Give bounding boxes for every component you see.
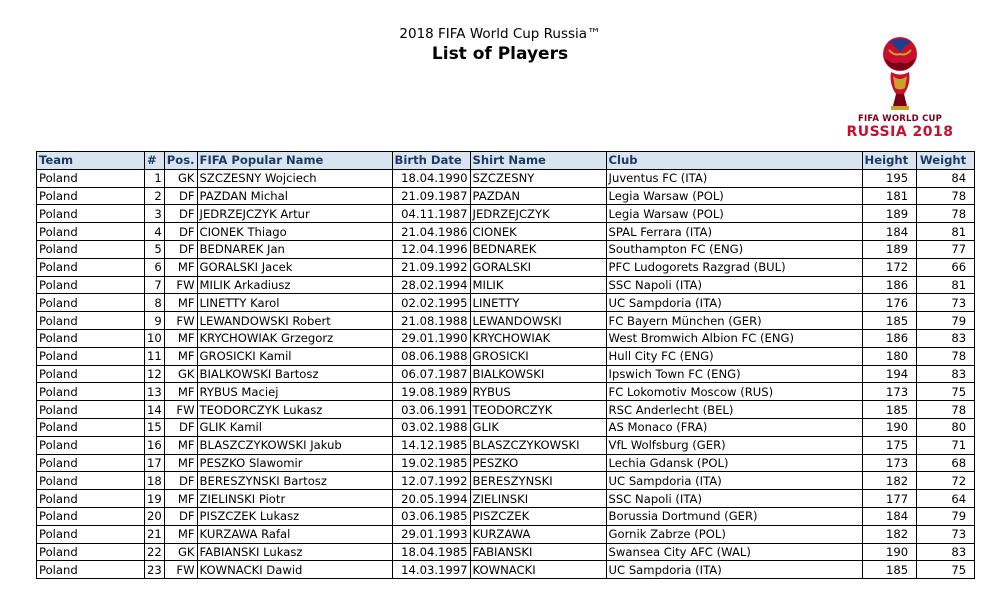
cell-birth-date: 03.06.1985 — [392, 507, 470, 525]
cell-position: FW — [164, 276, 197, 294]
cell-birth-date: 21.08.1988 — [392, 312, 470, 330]
cell-position: MF — [164, 258, 197, 276]
cell-shirt-name: KOWNACKI — [470, 561, 606, 579]
cell-team: Poland — [37, 383, 145, 401]
cell-height: 185 — [862, 561, 917, 579]
cell-number: 23 — [145, 561, 165, 579]
table-row — [37, 525, 975, 543]
cell-fifa-popular-name: CIONEK Thiago — [197, 223, 392, 241]
table-row — [37, 561, 975, 579]
cell-weight: 78 — [917, 347, 975, 365]
table-row — [37, 187, 975, 205]
cell-birth-date: 19.02.1985 — [392, 454, 470, 472]
cell-shirt-name: MILIK — [470, 276, 606, 294]
table-row — [37, 223, 975, 241]
cell-club: Swansea City AFC (WAL) — [606, 543, 862, 561]
table-row — [37, 383, 975, 401]
cell-height: 190 — [862, 418, 917, 436]
cell-position: GK — [164, 365, 197, 383]
column-header-fifa-popular-name: FIFA Popular Name — [197, 152, 392, 170]
cell-height: 190 — [862, 543, 917, 561]
column-header-club: Club — [606, 152, 862, 170]
cell-birth-date: 06.07.1987 — [392, 365, 470, 383]
cell-club: UC Sampdoria (ITA) — [606, 472, 862, 490]
cell-fifa-popular-name: KRYCHOWIAK Grzegorz — [197, 329, 392, 347]
cell-team: Poland — [37, 347, 145, 365]
world-cup-logo — [845, 36, 955, 142]
cell-team: Poland — [37, 205, 145, 223]
table-row — [37, 312, 975, 330]
cell-position: DF — [164, 472, 197, 490]
cell-shirt-name: KRYCHOWIAK — [470, 329, 606, 347]
cell-height: 185 — [862, 312, 917, 330]
cell-number: 17 — [145, 454, 165, 472]
cell-team: Poland — [37, 294, 145, 312]
cell-weight: 73 — [917, 294, 975, 312]
cell-weight: 84 — [917, 169, 975, 187]
cell-team: Poland — [37, 401, 145, 419]
cell-position: MF — [164, 525, 197, 543]
cell-fifa-popular-name: PAZDAN Michal — [197, 187, 392, 205]
cell-club: RSC Anderlecht (BEL) — [606, 401, 862, 419]
table-row — [37, 205, 975, 223]
cell-club: SSC Napoli (ITA) — [606, 276, 862, 294]
cell-team: Poland — [37, 454, 145, 472]
table-row — [37, 294, 975, 312]
cell-weight: 80 — [917, 418, 975, 436]
cell-club: Ipswich Town FC (ENG) — [606, 365, 862, 383]
cell-birth-date: 12.07.1992 — [392, 472, 470, 490]
cell-team: Poland — [37, 561, 145, 579]
cell-shirt-name: BLASZCZYKOWSKI — [470, 436, 606, 454]
cell-fifa-popular-name: JEDRZEJCZYK Artur — [197, 205, 392, 223]
cell-club: UC Sampdoria (ITA) — [606, 561, 862, 579]
cell-weight: 79 — [917, 312, 975, 330]
column-header-number: # — [145, 152, 165, 170]
cell-number: 11 — [145, 347, 165, 365]
table-row — [37, 365, 975, 383]
players-table-body — [37, 169, 975, 578]
cell-birth-date: 14.03.1997 — [392, 561, 470, 579]
cell-number: 15 — [145, 418, 165, 436]
cell-height: 181 — [862, 187, 917, 205]
cell-position: DF — [164, 187, 197, 205]
column-header-shirt-name: Shirt Name — [470, 152, 606, 170]
cell-position: DF — [164, 418, 197, 436]
cell-fifa-popular-name: LEWANDOWSKI Robert — [197, 312, 392, 330]
cell-weight: 71 — [917, 436, 975, 454]
cell-fifa-popular-name: SZCZESNY Wojciech — [197, 169, 392, 187]
cell-birth-date: 28.02.1994 — [392, 276, 470, 294]
cell-height: 180 — [862, 347, 917, 365]
cell-number: 6 — [145, 258, 165, 276]
cell-fifa-popular-name: BIALKOWSKI Bartosz — [197, 365, 392, 383]
cell-team: Poland — [37, 525, 145, 543]
column-header-height: Height — [862, 152, 917, 170]
cell-number: 13 — [145, 383, 165, 401]
cell-birth-date: 18.04.1985 — [392, 543, 470, 561]
cell-shirt-name: CIONEK — [470, 223, 606, 241]
cell-height: 186 — [862, 276, 917, 294]
cell-birth-date: 03.02.1988 — [392, 418, 470, 436]
cell-fifa-popular-name: TEODORCZYK Lukasz — [197, 401, 392, 419]
logo-text-line2: RUSSIA 2018 — [846, 124, 954, 140]
table-row — [37, 240, 975, 258]
players-table — [36, 151, 975, 579]
cell-number: 9 — [145, 312, 165, 330]
cell-club: Legia Warsaw (POL) — [606, 187, 862, 205]
cell-weight: 79 — [917, 507, 975, 525]
cell-team: Poland — [37, 329, 145, 347]
cell-weight: 83 — [917, 365, 975, 383]
cell-team: Poland — [37, 543, 145, 561]
cell-team: Poland — [37, 312, 145, 330]
cell-club: Gornik Zabrze (POL) — [606, 525, 862, 543]
cell-height: 195 — [862, 169, 917, 187]
cell-height: 182 — [862, 472, 917, 490]
cell-number: 16 — [145, 436, 165, 454]
cell-shirt-name: PAZDAN — [470, 187, 606, 205]
cell-height: 185 — [862, 401, 917, 419]
cell-position: MF — [164, 436, 197, 454]
cell-team: Poland — [37, 169, 145, 187]
table-row — [37, 169, 975, 187]
document-title: List of Players — [431, 44, 569, 64]
cell-birth-date: 21.04.1986 — [392, 223, 470, 241]
cell-position: MF — [164, 383, 197, 401]
cell-shirt-name: PISZCZEK — [470, 507, 606, 525]
cell-team: Poland — [37, 276, 145, 294]
table-row — [37, 276, 975, 294]
cell-club: SSC Napoli (ITA) — [606, 490, 862, 508]
cell-team: Poland — [37, 436, 145, 454]
cell-team: Poland — [37, 418, 145, 436]
cell-position: FW — [164, 561, 197, 579]
cell-club: PFC Ludogorets Razgrad (BUL) — [606, 258, 862, 276]
cell-number: 21 — [145, 525, 165, 543]
cell-position: GK — [164, 169, 197, 187]
logo-text-line1: FIFA WORLD CUP — [857, 114, 943, 124]
column-header-birth-date: Birth Date — [392, 152, 470, 170]
cell-height: 189 — [862, 205, 917, 223]
cell-fifa-popular-name: MILIK Arkadiusz — [197, 276, 392, 294]
cell-team: Poland — [37, 223, 145, 241]
cell-weight: 68 — [917, 454, 975, 472]
cell-shirt-name: KURZAWA — [470, 525, 606, 543]
cell-position: GK — [164, 543, 197, 561]
cell-fifa-popular-name: GORALSKI Jacek — [197, 258, 392, 276]
cell-team: Poland — [37, 240, 145, 258]
cell-height: 186 — [862, 329, 917, 347]
table-row — [37, 418, 975, 436]
cell-team: Poland — [37, 365, 145, 383]
cell-number: 10 — [145, 329, 165, 347]
cell-position: DF — [164, 205, 197, 223]
cell-position: MF — [164, 490, 197, 508]
cell-birth-date: 03.06.1991 — [392, 401, 470, 419]
cell-club: Legia Warsaw (POL) — [606, 205, 862, 223]
cell-height: 176 — [862, 294, 917, 312]
cell-club: SPAL Ferrara (ITA) — [606, 223, 862, 241]
cell-fifa-popular-name: GROSICKI Kamil — [197, 347, 392, 365]
cell-height: 184 — [862, 507, 917, 525]
cell-number: 22 — [145, 543, 165, 561]
column-header-team: Team — [37, 152, 145, 170]
cell-height: 189 — [862, 240, 917, 258]
cell-weight: 81 — [917, 276, 975, 294]
table-row — [37, 454, 975, 472]
cell-shirt-name: GORALSKI — [470, 258, 606, 276]
table-row — [37, 507, 975, 525]
cell-shirt-name: FABIANSKI — [470, 543, 606, 561]
cell-club: West Bromwich Albion FC (ENG) — [606, 329, 862, 347]
cell-fifa-popular-name: GLIK Kamil — [197, 418, 392, 436]
cell-club: Hull City FC (ENG) — [606, 347, 862, 365]
cell-fifa-popular-name: FABIANSKI Lukasz — [197, 543, 392, 561]
cell-birth-date: 08.06.1988 — [392, 347, 470, 365]
cell-club: FC Lokomotiv Moscow (RUS) — [606, 383, 862, 401]
cell-team: Poland — [37, 507, 145, 525]
cell-height: 177 — [862, 490, 917, 508]
cell-position: MF — [164, 294, 197, 312]
cell-number: 18 — [145, 472, 165, 490]
cell-birth-date: 14.12.1985 — [392, 436, 470, 454]
cell-fifa-popular-name: BLASZCZYKOWSKI Jakub — [197, 436, 392, 454]
cell-weight: 83 — [917, 329, 975, 347]
cell-weight: 64 — [917, 490, 975, 508]
table-row — [37, 347, 975, 365]
cell-shirt-name: TEODORCZYK — [470, 401, 606, 419]
cell-shirt-name: PESZKO — [470, 454, 606, 472]
cell-number: 3 — [145, 205, 165, 223]
cell-fifa-popular-name: KOWNACKI Dawid — [197, 561, 392, 579]
cell-birth-date: 04.11.1987 — [392, 205, 470, 223]
cell-weight: 83 — [917, 543, 975, 561]
world-cup-trophy-icon — [867, 36, 933, 112]
cell-birth-date: 21.09.1987 — [392, 187, 470, 205]
cell-height: 184 — [862, 223, 917, 241]
cell-weight: 77 — [917, 240, 975, 258]
cell-weight: 78 — [917, 205, 975, 223]
cell-weight: 78 — [917, 187, 975, 205]
cell-club: FC Bayern München (GER) — [606, 312, 862, 330]
cell-number: 19 — [145, 490, 165, 508]
column-header-position: Pos. — [164, 152, 197, 170]
cell-number: 8 — [145, 294, 165, 312]
cell-team: Poland — [37, 258, 145, 276]
cell-fifa-popular-name: KURZAWA Rafal — [197, 525, 392, 543]
cell-shirt-name: SZCZESNY — [470, 169, 606, 187]
cell-team: Poland — [37, 490, 145, 508]
cell-number: 7 — [145, 276, 165, 294]
cell-fifa-popular-name: BEDNAREK Jan — [197, 240, 392, 258]
cell-height: 173 — [862, 454, 917, 472]
column-header-weight: Weight — [917, 152, 975, 170]
cell-birth-date: 19.08.1989 — [392, 383, 470, 401]
cell-club: Lechia Gdansk (POL) — [606, 454, 862, 472]
cell-birth-date: 21.09.1992 — [392, 258, 470, 276]
cell-club: Borussia Dortmund (GER) — [606, 507, 862, 525]
cell-number: 14 — [145, 401, 165, 419]
cell-number: 2 — [145, 187, 165, 205]
cell-fifa-popular-name: PISZCZEK Lukasz — [197, 507, 392, 525]
cell-position: FW — [164, 312, 197, 330]
cell-shirt-name: ZIELINSKI — [470, 490, 606, 508]
cell-club: Southampton FC (ENG) — [606, 240, 862, 258]
table-row — [37, 401, 975, 419]
cell-club: Juventus FC (ITA) — [606, 169, 862, 187]
cell-position: MF — [164, 454, 197, 472]
cell-club: AS Monaco (FRA) — [606, 418, 862, 436]
table-row — [37, 436, 975, 454]
cell-team: Poland — [37, 187, 145, 205]
cell-birth-date: 29.01.1993 — [392, 525, 470, 543]
cell-team: Poland — [37, 472, 145, 490]
cell-shirt-name: GLIK — [470, 418, 606, 436]
cell-weight: 75 — [917, 561, 975, 579]
cell-position: DF — [164, 223, 197, 241]
cell-weight: 81 — [917, 223, 975, 241]
cell-shirt-name: LINETTY — [470, 294, 606, 312]
cell-birth-date: 18.04.1990 — [392, 169, 470, 187]
cell-position: DF — [164, 507, 197, 525]
cell-number: 1 — [145, 169, 165, 187]
cell-weight: 75 — [917, 383, 975, 401]
cell-number: 20 — [145, 507, 165, 525]
cell-weight: 66 — [917, 258, 975, 276]
cell-weight: 72 — [917, 472, 975, 490]
cell-fifa-popular-name: ZIELINSKI Piotr — [197, 490, 392, 508]
table-row — [37, 258, 975, 276]
cell-shirt-name: BEDNAREK — [470, 240, 606, 258]
cell-weight: 73 — [917, 525, 975, 543]
cell-shirt-name: RYBUS — [470, 383, 606, 401]
cell-birth-date: 12.04.1996 — [392, 240, 470, 258]
cell-shirt-name: LEWANDOWSKI — [470, 312, 606, 330]
cell-birth-date: 20.05.1994 — [392, 490, 470, 508]
table-header-row — [37, 152, 975, 170]
cell-number: 5 — [145, 240, 165, 258]
cell-height: 172 — [862, 258, 917, 276]
cell-height: 182 — [862, 525, 917, 543]
cell-birth-date: 29.01.1990 — [392, 329, 470, 347]
cell-position: DF — [164, 240, 197, 258]
table-row — [37, 490, 975, 508]
cell-fifa-popular-name: BERESZYNSKI Bartosz — [197, 472, 392, 490]
table-row — [37, 329, 975, 347]
cell-position: MF — [164, 347, 197, 365]
table-row — [37, 472, 975, 490]
cell-position: FW — [164, 401, 197, 419]
cell-number: 4 — [145, 223, 165, 241]
cell-fifa-popular-name: RYBUS Maciej — [197, 383, 392, 401]
cell-weight: 78 — [917, 401, 975, 419]
cell-shirt-name: JEDRZEJCZYK — [470, 205, 606, 223]
cell-shirt-name: BIALKOWSKI — [470, 365, 606, 383]
cell-shirt-name: GROSICKI — [470, 347, 606, 365]
cell-fifa-popular-name: LINETTY Karol — [197, 294, 392, 312]
cell-birth-date: 02.02.1995 — [392, 294, 470, 312]
cell-club: UC Sampdoria (ITA) — [606, 294, 862, 312]
cell-height: 173 — [862, 383, 917, 401]
cell-position: MF — [164, 329, 197, 347]
cell-height: 175 — [862, 436, 917, 454]
table-row — [37, 543, 975, 561]
cell-number: 12 — [145, 365, 165, 383]
cell-height: 194 — [862, 365, 917, 383]
cell-fifa-popular-name: PESZKO Slawomir — [197, 454, 392, 472]
cell-club: VfL Wolfsburg (GER) — [606, 436, 862, 454]
document-subtitle: 2018 FIFA World Cup Russia™ — [399, 26, 601, 42]
cell-shirt-name: BERESZYNSKI — [470, 472, 606, 490]
